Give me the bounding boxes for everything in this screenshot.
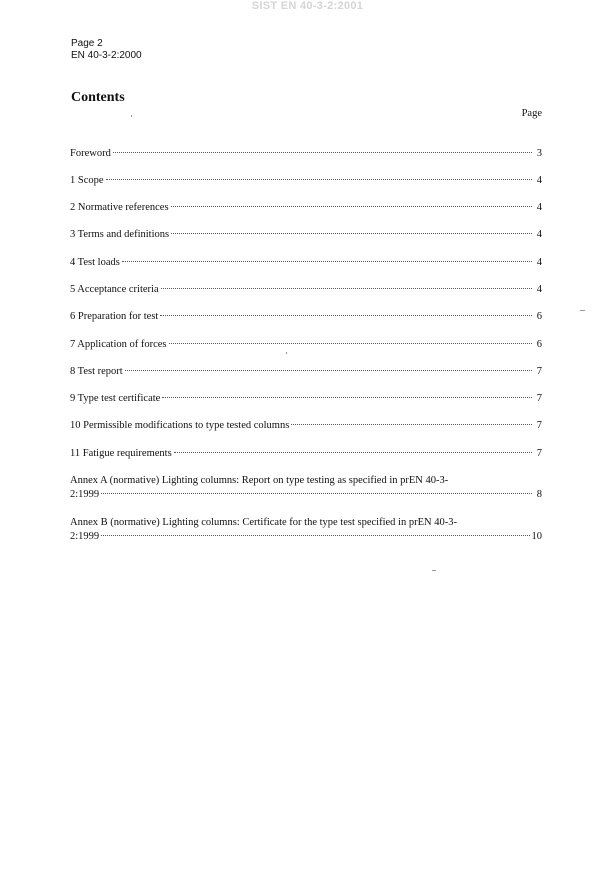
leader-dots <box>106 179 532 180</box>
toc-entry-permissible-modifications[interactable] <box>70 419 542 432</box>
toc-entry-title-line2: 2:1999 <box>70 531 100 542</box>
toc-entry-preparation-for-test[interactable] <box>70 310 542 323</box>
toc-entry-page: 6 <box>536 311 542 322</box>
leader-dots <box>171 233 532 234</box>
toc-entry-title: 5 Acceptance criteria <box>70 284 159 295</box>
toc-entry-test-report[interactable] <box>70 365 542 378</box>
leader-dots <box>113 152 532 153</box>
toc-entry-title: Foreword <box>70 148 111 159</box>
toc-entry-title: 9 Type test certificate <box>70 393 161 404</box>
toc-entry-title-line1: Annex A (normative) Lighting columns: Report on type testing as specified in prEN 40-3- <box>70 475 449 486</box>
toc-entry-terms-and-definitions[interactable] <box>70 228 542 241</box>
toc-entry-page: 3 <box>536 148 542 159</box>
toc-entry-title: 8 Test report <box>70 366 123 377</box>
scan-speck <box>580 310 585 311</box>
toc-entry-title: 10 Permissible modifications to type tested columns <box>70 420 290 431</box>
toc-entry-title: 6 Preparation for test <box>70 311 159 322</box>
page-number-label: Page 2 <box>71 38 103 49</box>
leader-dots <box>162 397 532 398</box>
scan-speck <box>286 352 287 354</box>
scan-speck <box>131 115 132 117</box>
toc-entry-page: 7 <box>536 393 542 404</box>
page-column-label: Page <box>521 108 542 119</box>
leader-dots <box>125 370 532 371</box>
toc-entry-test-loads[interactable] <box>70 256 542 269</box>
leader-dots <box>160 315 532 316</box>
toc-entry-page: 4 <box>536 175 542 186</box>
toc-entry-annex-a[interactable] <box>70 474 542 501</box>
leader-dots <box>171 206 532 207</box>
toc-entry-page: 4 <box>536 284 542 295</box>
toc-entry-title: 1 Scope <box>70 175 104 186</box>
toc-entry-page: 7 <box>536 366 542 377</box>
toc-entry-page: 4 <box>536 202 542 213</box>
toc-entry-title-line1: Annex B (normative) Lighting columns: Certificate for the type test specified in prEN 40-3- <box>70 517 457 528</box>
toc-entry-annex-b[interactable] <box>70 516 542 543</box>
scan-speck <box>432 570 436 571</box>
leader-dots <box>101 535 529 536</box>
toc-entry-type-test-certificate[interactable] <box>70 392 542 405</box>
leader-dots <box>101 493 532 494</box>
toc-entry-title: 7 Application of forces <box>70 339 167 350</box>
leader-dots <box>291 424 532 425</box>
toc-entry-title: 4 Test loads <box>70 257 120 268</box>
toc-entry-title: 2 Normative references <box>70 202 169 213</box>
leader-dots <box>174 452 532 453</box>
toc-entry-title: 11 Fatigue requirements <box>70 448 172 459</box>
document-id: EN 40-3-2:2000 <box>71 50 142 61</box>
page-header <box>71 38 142 62</box>
toc-entry-page: 6 <box>536 339 542 350</box>
leader-dots <box>161 288 532 289</box>
toc-entry-title: 3 Terms and definitions <box>70 229 170 240</box>
toc-entry-title-line2: 2:1999 <box>70 489 100 500</box>
contents-heading: Contents <box>71 90 125 105</box>
toc-entry-page: 8 <box>536 489 542 500</box>
toc-entry-scope[interactable] <box>70 174 542 187</box>
toc-entry-foreword[interactable] <box>70 147 542 160</box>
toc-entry-acceptance-criteria[interactable] <box>70 283 542 296</box>
toc-entry-page: 7 <box>536 420 542 431</box>
leader-dots <box>169 343 532 344</box>
toc-entry-page: 10 <box>531 531 542 542</box>
toc-entry-normative-references[interactable] <box>70 201 542 214</box>
watermark: SIST EN 40-3-2:2001 <box>251 0 364 12</box>
toc-entry-fatigue-requirements[interactable] <box>70 447 542 460</box>
toc-entry-page: 4 <box>536 257 542 268</box>
toc-entry-application-of-forces[interactable] <box>70 338 542 351</box>
toc-entry-page: 7 <box>536 448 542 459</box>
toc-entry-page: 4 <box>536 229 542 240</box>
leader-dots <box>122 261 532 262</box>
